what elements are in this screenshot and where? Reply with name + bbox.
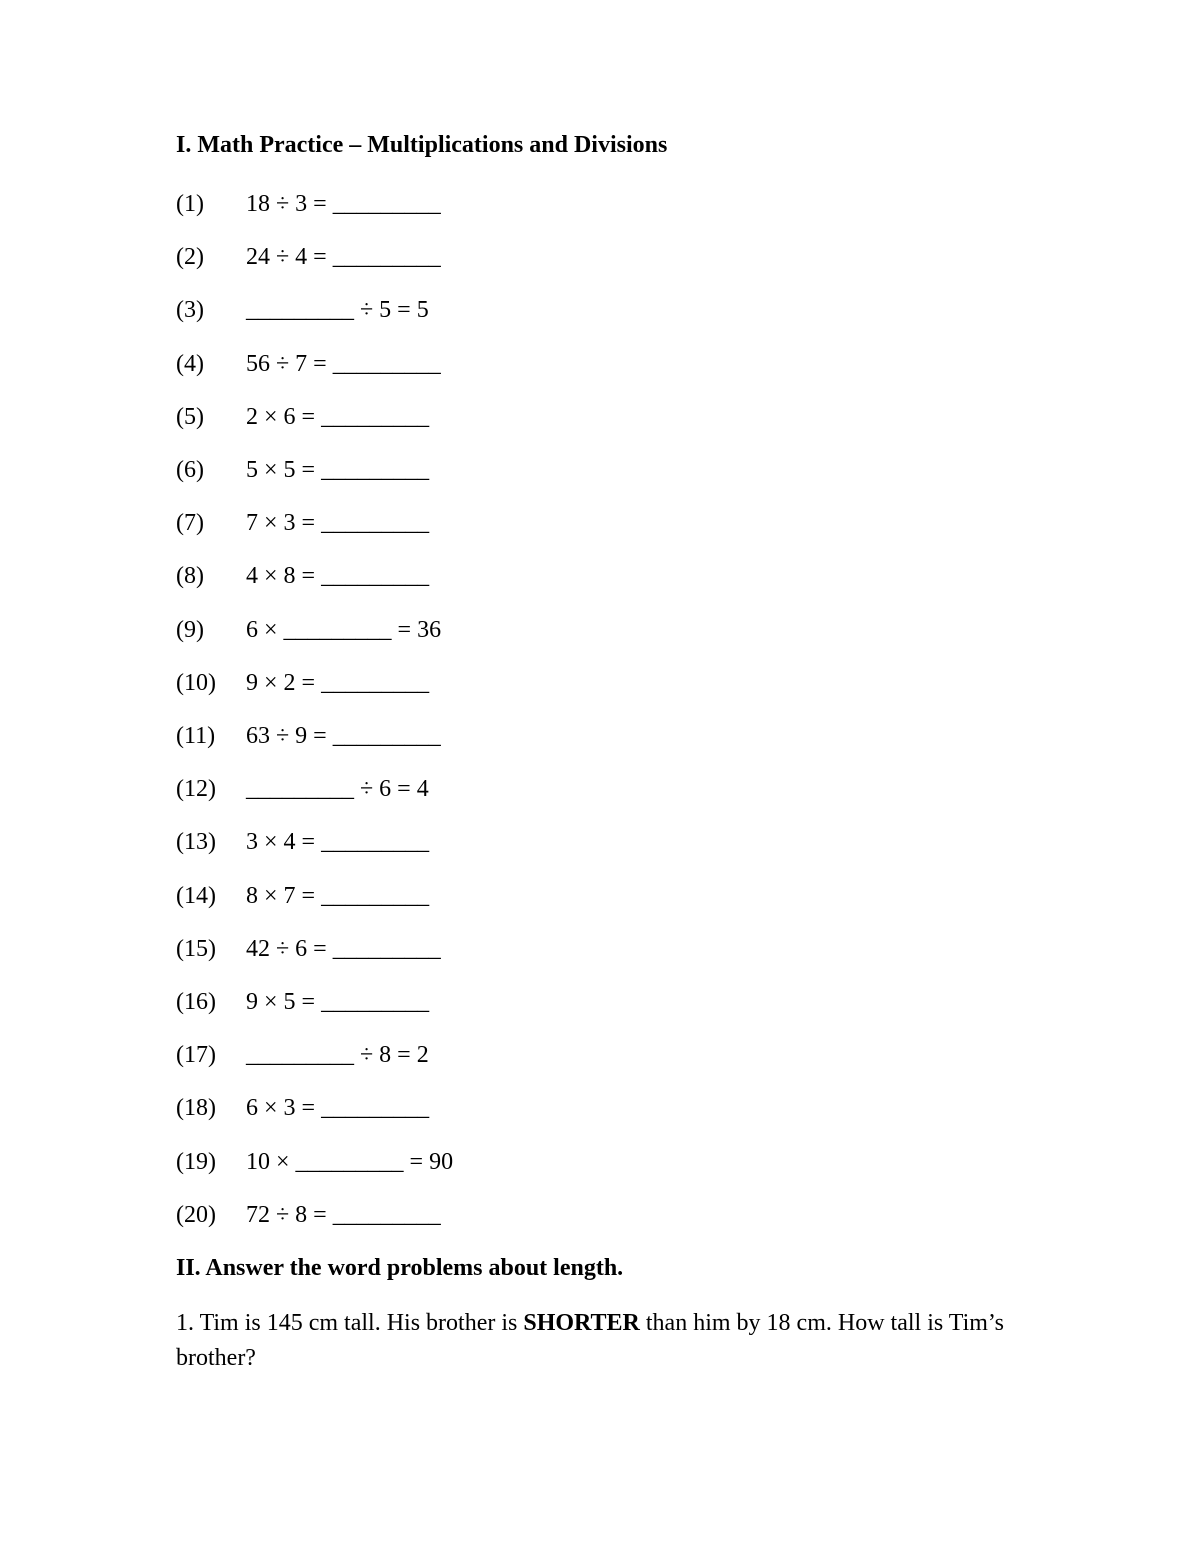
word-problem-1-emphasis: SHORTER — [523, 1310, 640, 1336]
problem-number: (9) — [176, 617, 204, 643]
problem-number: (16) — [176, 989, 216, 1015]
problem-expression: 24 ÷ 4 = _________ — [246, 244, 441, 270]
problem-number: (18) — [176, 1095, 216, 1121]
problem-number: (15) — [176, 936, 216, 962]
problem-number: (13) — [176, 829, 216, 855]
problem-expression: 7 × 3 = _________ — [246, 510, 430, 536]
word-problem-1 — [176, 1306, 1036, 1376]
problem-number: (12) — [176, 776, 216, 802]
problem-number: (19) — [176, 1149, 216, 1175]
problem-expression: 8 × 7 = _________ — [246, 883, 430, 909]
problem-expression: 42 ÷ 6 = _________ — [246, 936, 441, 962]
problem-number: (7) — [176, 510, 204, 536]
problem-expression: 2 × 6 = _________ — [246, 404, 430, 430]
problem-number: (5) — [176, 404, 204, 430]
problem-expression: 9 × 5 = _________ — [246, 989, 430, 1015]
problem-number: (4) — [176, 351, 204, 377]
problem-expression: _________ ÷ 6 = 4 — [246, 776, 429, 802]
problem-number: (11) — [176, 723, 216, 749]
problem-expression: 3 × 4 = _________ — [246, 829, 430, 855]
problem-expression: 5 × 5 = _________ — [246, 457, 430, 483]
problem-expression: 18 ÷ 3 = _________ — [246, 191, 441, 217]
problem-number: (17) — [176, 1042, 216, 1068]
problem-expression: 4 × 8 = _________ — [246, 563, 430, 589]
problem-expression: 72 ÷ 8 = _________ — [246, 1202, 441, 1228]
section-2-heading: II. Answer the word problems about length. — [176, 1255, 624, 1281]
problem-expression: 56 ÷ 7 = _________ — [246, 351, 441, 377]
problem-number: (6) — [176, 457, 204, 483]
problem-expression: 6 × _________ = 36 — [246, 617, 442, 643]
problem-number: (3) — [176, 297, 204, 323]
problem-expression: 10 × _________ = 90 — [246, 1149, 454, 1175]
problem-expression: 63 ÷ 9 = _________ — [246, 723, 441, 749]
problem-number: (10) — [176, 670, 216, 696]
problem-expression: 6 × 3 = _________ — [246, 1095, 430, 1121]
word-problem-1-text-start: 1. Tim is 145 cm tall. His brother is — [176, 1310, 524, 1336]
problem-expression: _________ ÷ 8 = 2 — [246, 1042, 429, 1068]
problem-number: (8) — [176, 563, 204, 589]
problem-number: (1) — [176, 191, 204, 217]
problem-number: (2) — [176, 244, 204, 270]
problem-expression: _________ ÷ 5 = 5 — [246, 297, 429, 323]
problem-number: (20) — [176, 1202, 216, 1228]
word-problem-1-text-end: than him by 18 cm. How tall is Tim’s brother? — [176, 1310, 1004, 1371]
problem-number: (14) — [176, 883, 216, 909]
problem-expression: 9 × 2 = _________ — [246, 670, 430, 696]
section-1-heading: I. Math Practice – Multiplications and Divisions — [176, 132, 668, 158]
